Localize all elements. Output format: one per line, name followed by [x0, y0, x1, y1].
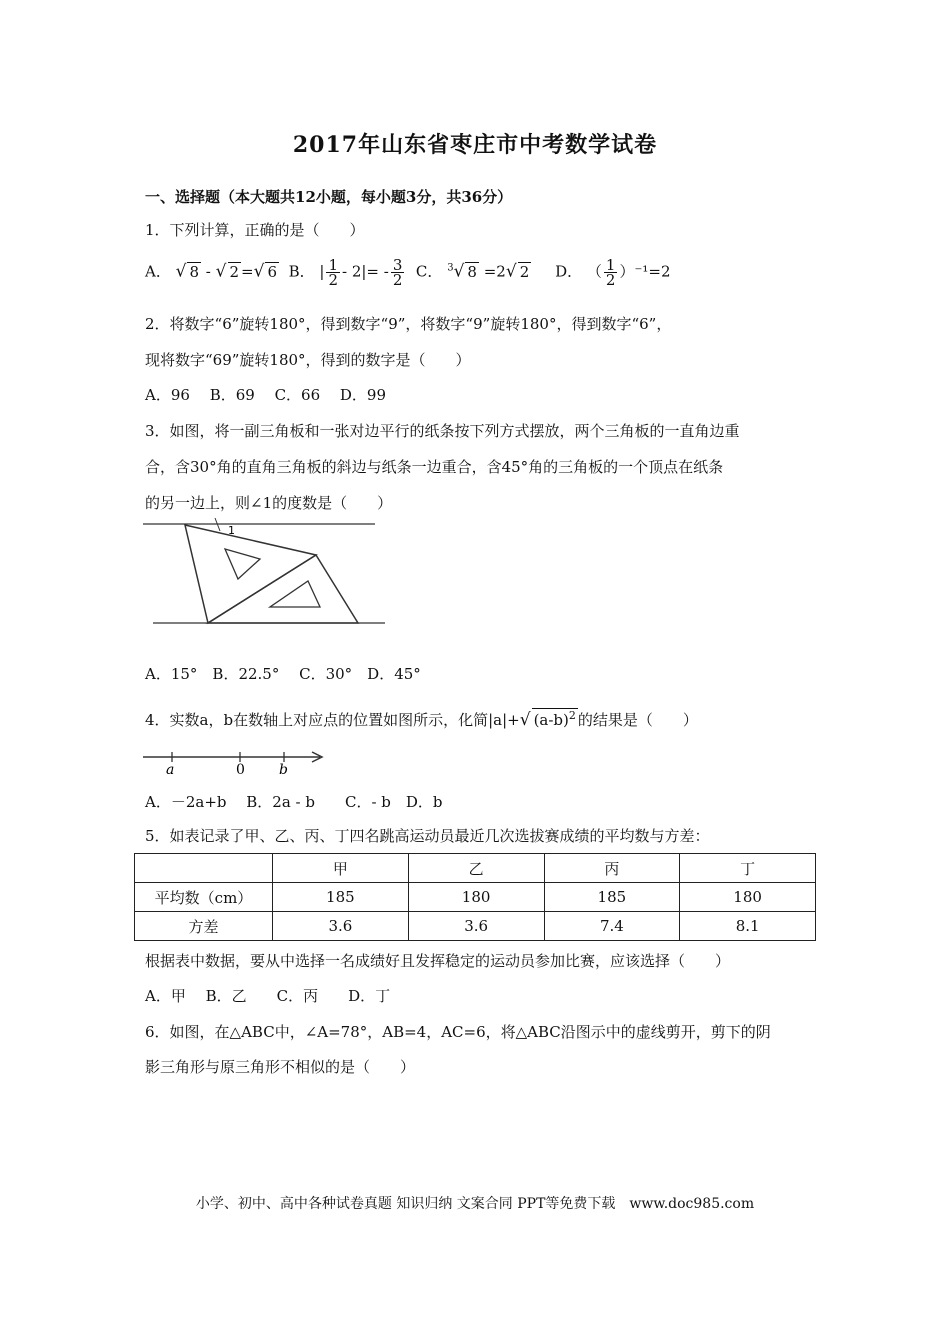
table-header-cell: 丁	[680, 854, 816, 883]
q4-number-line	[140, 745, 330, 777]
label-a: a	[166, 762, 175, 777]
fraction-numerator: 1	[328, 256, 338, 274]
q1-d-open: （	[586, 262, 602, 281]
fraction-numerator: 3	[392, 256, 403, 274]
sqrt-icon: √	[253, 261, 265, 282]
table-cell: 8.1	[680, 912, 816, 941]
table-cell: 3.6	[273, 912, 409, 941]
table-cell	[135, 854, 273, 883]
q5-stem: 5．如表记录了甲、乙、丙、丁四名跳高运动员最近几次选拔赛成绩的平均数与方差：	[145, 827, 710, 845]
triangle-45-outer	[208, 555, 358, 623]
q1-a-radicand-8: 8	[189, 262, 200, 281]
q1-option-c-label: C．	[415, 262, 443, 281]
sqrt-icon: √	[519, 710, 531, 730]
label-0: 0	[236, 762, 245, 777]
table-row-label: 方差	[135, 912, 273, 941]
table-header-cell: 乙	[408, 854, 544, 883]
page-footer: 小学、初中、高中各种试卷真题 知识归纳 文案合同 PPT等免费下载 www.doc985.com	[195, 1196, 755, 1212]
q2-line2: 现将数字“69”旋转180°，得到的数字是（ ）	[145, 351, 471, 369]
q4-options: A．－2a+b B．2a - b C．- b D．b	[145, 793, 443, 811]
q6-line1: 6．如图，在△ABC中，∠A=78°，AB=4，AC=6，将△ABC沿图示中的虚线剪开，剪下的阴	[145, 1023, 771, 1041]
table-row	[135, 854, 816, 883]
q3-line2: 合，含30°角的直角三角板的斜边与纸条一边重合，含45°角的三角板的一个顶点在纸条	[145, 458, 724, 476]
fraction-denominator: 2	[392, 271, 403, 289]
q5-options: A．甲 B．乙 C．丙 D．丁	[145, 987, 391, 1005]
q1-c-eq: =2	[483, 262, 506, 281]
q4-radicand-text: (a-b)	[533, 711, 569, 729]
section-heading: 一、选择题（本大题共12小题，每小题3分，共36分）	[145, 188, 513, 206]
fraction-denominator: 2	[328, 271, 338, 289]
label-b: b	[279, 762, 288, 777]
table-cell: 185	[273, 883, 409, 912]
q6-line2: 影三角形与原三角形不相似的是（ ）	[145, 1058, 416, 1076]
table-row	[135, 912, 816, 941]
q1-d-rest: ）⁻¹=2	[619, 262, 671, 281]
table-cell: 180	[680, 883, 816, 912]
q3-line1: 3．如图，将一副三角板和一张对边平行的纸条按下列方式摆放，两个三角板的一直角边重	[145, 422, 740, 440]
q1-b-fraction-2	[391, 258, 405, 287]
q1-b-mid: - 2|= -	[341, 262, 389, 281]
q1-c-root-index: 3	[447, 262, 454, 274]
q1-a-minus: -	[205, 262, 211, 281]
q1-a-radicand-2: 2	[229, 262, 240, 281]
q1-stem: 1．下列计算，正确的是（ ）	[145, 221, 365, 239]
sqrt-icon: √	[453, 261, 465, 282]
q4-exponent: 2	[568, 709, 576, 722]
q4-stem-after: 的结果是（ ）	[577, 711, 698, 729]
q5-after: 根据表中数据，要从中选择一名成绩好且发挥稳定的运动员参加比赛，应该选择（ ）	[145, 952, 731, 970]
q1-d-fraction	[604, 258, 618, 287]
q1-c-radicand-2: 2	[519, 262, 530, 281]
table-cell: 3.6	[408, 912, 544, 941]
table-header-cell: 甲	[273, 854, 409, 883]
q1-a-radicand-6: 6	[267, 262, 278, 281]
q1-b-fraction-1	[326, 258, 340, 287]
q4-radicand	[532, 708, 578, 729]
sqrt-icon: √	[175, 261, 187, 282]
page-title: 2017年山东省枣庄市中考数学试卷	[292, 132, 658, 158]
q2-options: A．96 B．69 C．66 D．99	[145, 386, 387, 404]
q3-line3: 的另一边上，则∠1的度数是（ ）	[145, 494, 393, 512]
q1-option-b-label: B．	[288, 262, 315, 281]
q1-b-abs: |	[319, 262, 325, 281]
q3-triangle-figure	[140, 515, 390, 630]
angle-1-label: 1	[228, 524, 235, 537]
table-row-label: 平均数（cm）	[135, 883, 273, 912]
fraction-denominator: 2	[605, 271, 616, 289]
table-header-cell: 丙	[544, 854, 680, 883]
triangle-45-inner	[270, 581, 320, 607]
q3-options: A．15° B．22.5° C．30° D．45°	[145, 665, 421, 683]
table-cell: 180	[408, 883, 544, 912]
triangle-30-inner	[225, 549, 260, 579]
q5-score-table	[134, 853, 816, 941]
fraction-numerator: 1	[605, 256, 616, 274]
sqrt-icon: √	[505, 261, 517, 282]
q1-option-a-label: A．	[145, 262, 171, 281]
table-cell: 7.4	[544, 912, 680, 941]
table-row	[135, 883, 816, 912]
q4-stem	[145, 708, 698, 730]
q1-c-radicand: 8	[467, 262, 477, 281]
q1-options	[145, 258, 671, 287]
sqrt-icon: √	[215, 261, 227, 282]
q2-line1: 2．将数字“6”旋转180°，得到数字“9”，将数字“9”旋转180°，得到数字“6”，	[145, 315, 672, 333]
triangle-30-outer	[185, 525, 316, 623]
q1-option-d-label: D．	[555, 262, 583, 281]
q4-stem-before: 4．实数a，b在数轴上对应点的位置如图所示，化简|a|+	[145, 711, 520, 729]
table-cell: 185	[544, 883, 680, 912]
q1-a-eq: =	[241, 262, 254, 281]
